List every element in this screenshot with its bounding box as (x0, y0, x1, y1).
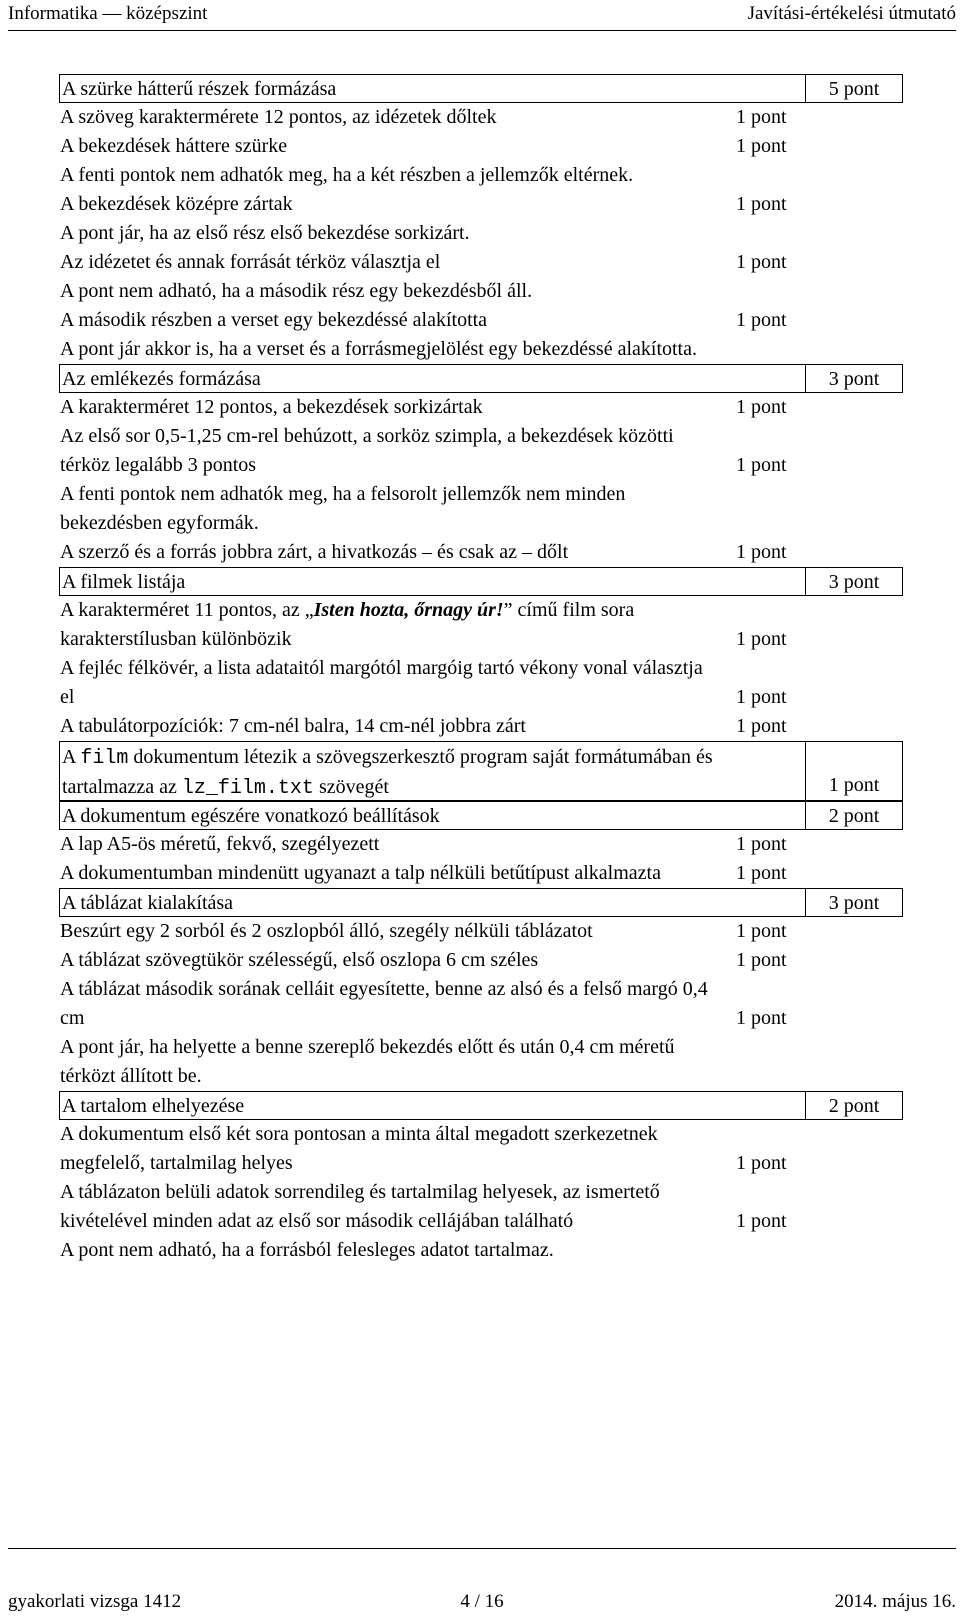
filename: lz_film.txt (181, 777, 314, 800)
criterion-mark: 1 pont (736, 920, 787, 942)
section-header (59, 801, 903, 830)
header-rule (8, 30, 956, 31)
section-points: 5 pont (805, 75, 902, 102)
header-right: Javítási-értékelési útmutató (747, 3, 956, 24)
criterion-mark: 1 pont (736, 251, 787, 273)
footer-exam-code: gyakorlati vizsga 1412 (8, 1591, 182, 1612)
criterion-mark: 1 pont (736, 1210, 787, 1232)
criterion: A fejléc félkövér, a lista adataitól margótól margóig tartó vékony vonal választja el 1 pont (60, 654, 904, 712)
criterion-mark: 1 pont (736, 1007, 787, 1029)
criterion-note: A pont nem adható, ha a forrásból felesleges adatot tartalmaz. (60, 1239, 554, 1261)
section-title: A tartalom elhelyezése (62, 1095, 245, 1117)
criterion: A második részben a verset egy bekezdéssé alakította 1 pont (60, 306, 904, 335)
page-header (8, 2, 956, 26)
criterion-mark: 1 pont (736, 309, 787, 331)
criterion-mark: 1 pont (736, 106, 787, 128)
criterion: Beszúrt egy 2 sorból és 2 oszlopból álló, szegély nélküli táblázatot 1 pont (60, 917, 904, 946)
criterion: A bekezdések háttere szürke 1 pont (60, 132, 904, 161)
section-title: A film dokumentum létezik a szövegszerkesztő program saját formátumában és tartalmazza az lz_film.txt szövegét (62, 746, 713, 800)
section-header (59, 74, 903, 103)
criterion: A karakterméret 12 pontos, a bekezdések sorkizártak 1 pont (60, 393, 904, 422)
header-left: Informatika — középszint (8, 3, 208, 24)
criterion-mark: 1 pont (736, 949, 787, 971)
criterion-mark: 1 pont (736, 541, 787, 563)
criterion-note: A fenti pontok nem adhatók meg, ha a felsorolt jellemzők nem minden bekezdésben egyformák. (60, 483, 626, 534)
criterion-mark: 1 pont (736, 193, 787, 215)
criterion-note: A pont jár akkor is, ha a verset és a forrásmegjelölést egy bekezdéssé alakította. (60, 338, 697, 360)
criterion-mark: 1 pont (736, 454, 787, 476)
section-points: 3 pont (805, 365, 902, 392)
section-header (59, 1091, 903, 1120)
criterion: A szerző és a forrás jobbra zárt, a hivatkozás – és csak az – dőlt 1 pont (60, 538, 904, 567)
criterion: A szöveg karaktermérete 12 pontos, az idézetek dőltek 1 pont (60, 103, 904, 132)
criterion: A táblázaton belüli adatok sorrendileg és tartalmilag helyesek, az ismertető kivételével minden adat az első sor második cellájában található 1 pont (60, 1178, 904, 1236)
page-number: 4 / 16 (460, 1591, 504, 1612)
criterion: A tabulátorpozíciók: 7 cm-nél balra, 14 cm-nél jobbra zárt 1 pont (60, 712, 904, 741)
section-points: 3 pont (805, 568, 902, 595)
section-title: A táblázat kialakítása (62, 892, 234, 914)
page-footer (8, 1590, 956, 1614)
section-points: 1 pont (805, 742, 902, 800)
section-points: 3 pont (805, 889, 902, 916)
section-header (59, 888, 903, 917)
film-title: Isten hozta, őrnagy úr! (313, 599, 504, 621)
criterion-mark: 1 pont (736, 833, 787, 855)
section-header (59, 567, 903, 596)
footer-date: 2014. május 16. (834, 1591, 956, 1612)
section-title: A dokumentum egészére vonatkozó beállítások (62, 805, 440, 827)
criterion-mark: 1 pont (736, 135, 787, 157)
criterion-note: A pont jár, ha helyette a benne szereplő bekezdés előtt és után 0,4 cm méretű térközt állított be. (60, 1036, 675, 1087)
criterion: A táblázat második sorának celláit egyesítette, benne az alsó és a felső margó 0,4 cm 1 pont (60, 975, 904, 1033)
criterion-note: A fenti pontok nem adhatók meg, ha a két részben a jellemzők eltérnek. (60, 164, 634, 186)
criterion-note: A pont nem adható, ha a második rész egy bekezdésből áll. (60, 280, 533, 302)
section-points: 2 pont (805, 1092, 902, 1119)
filename: film (80, 747, 129, 770)
criterion: A dokumentum első két sora pontosan a minta által megadott szerkezetnek megfelelő, tartalmilag helyes 1 pont (60, 1120, 904, 1178)
criterion: Az első sor 0,5-1,25 cm-rel behúzott, a sorköz szimpla, a bekezdések közötti térköz legalább 3 pontos 1 pont (60, 422, 904, 480)
scoring-table (60, 74, 904, 1265)
criterion-mark: 1 pont (736, 686, 787, 708)
section-title: A szürke hátterű részek formázása (62, 78, 337, 100)
criterion-mark: 1 pont (736, 628, 787, 650)
criterion: A táblázat szövegtükör szélességű, első oszlopa 6 cm széles 1 pont (60, 946, 904, 975)
footer-rule (8, 1548, 956, 1549)
criterion-mark: 1 pont (736, 396, 787, 418)
section-header (59, 741, 903, 801)
section-header (59, 364, 903, 393)
criterion: A dokumentumban mindenütt ugyanazt a talp nélküli betűtípust alkalmazta 1 pont (60, 859, 904, 888)
section-points: 2 pont (805, 802, 902, 829)
criterion-note: A pont jár, ha az első rész első bekezdése sorkizárt. (60, 222, 470, 244)
section-title: Az emlékezés formázása (62, 368, 261, 390)
section-title: A filmek listája (62, 571, 186, 593)
criterion-mark: 1 pont (736, 715, 787, 737)
criterion: A karakterméret 11 pontos, az „Isten hozta, őrnagy úr!” című film sora karakterstílusban különbözik 1 pont (60, 596, 904, 654)
criterion: A bekezdések középre zártak 1 pont (60, 190, 904, 219)
criterion-mark: 1 pont (736, 1152, 787, 1174)
criterion: A lap A5-ös méretű, fekvő, szegélyezett 1 pont (60, 830, 904, 859)
criterion-mark: 1 pont (736, 862, 787, 884)
criterion: Az idézetet és annak forrását térköz választja el 1 pont (60, 248, 904, 277)
